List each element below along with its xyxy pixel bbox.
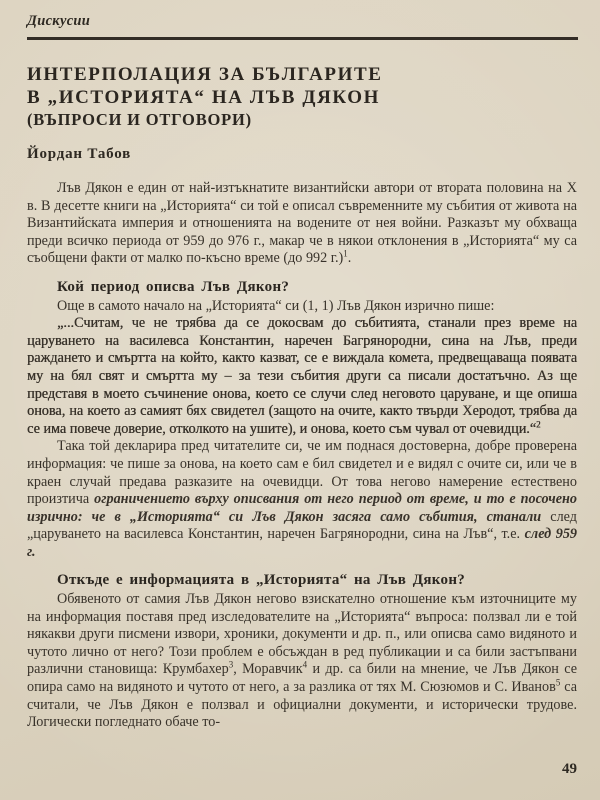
section-heading: Откъде е информацията в „Историята“ на Лъв Дякон? bbox=[57, 572, 466, 589]
running-header bbox=[27, 12, 578, 40]
title-line-1: ИНТЕРПОЛАЦИЯ ЗА БЪЛГАРИТЕ bbox=[27, 64, 383, 85]
body-text: Така той декларира пред читателите си, че им поднася достоверна, добре проверена информация: че пише за онова, на което сам е бил свидетел и е видял с очите си, или че в краен случай предава разказите на очевидци. От това негово намерение естествено произтича bbox=[27, 438, 577, 508]
author-name: Йордан Табов bbox=[27, 146, 132, 162]
paragraph bbox=[27, 298, 577, 316]
emphasis-text: след 959 г. bbox=[27, 526, 578, 560]
body-text: Лъв Дякон е един от най-изтъкнатите византийски автори от втората половина на X в. В десетте книги на „Историята“ си той е описал съвременните му събития от живота на Византийската империя и отношенията на водените от нея войни. Разказът му обхваща преди всичко периода от 959 до 976 г., макар че в някои отклонения в „Историята“ му са съобщени факти от малко по-късно време (до 992 г.) bbox=[27, 180, 577, 267]
block-quote bbox=[27, 315, 577, 438]
emphasis-text: ограничението върху описвания от него период от време, и то е посочено изрично: че в „Историята“ си Лъв Дякон засяга само събития, станали bbox=[27, 491, 577, 525]
article-body bbox=[27, 180, 577, 732]
body-text: Още в самото начало на „Историята“ си (1, 1) Лъв Дякон изрично пише: bbox=[57, 297, 495, 314]
paragraph bbox=[27, 591, 577, 732]
body-text: след „царуването на василевса Константин, наречен Багрянородни, сина на Лъв“, т.е. bbox=[27, 508, 577, 543]
paragraph bbox=[27, 180, 577, 268]
footnote-reference: 1 bbox=[343, 248, 348, 259]
article-title bbox=[27, 63, 577, 130]
paragraph bbox=[27, 438, 577, 561]
body-text: „...Считам, че не трябва да се докосвам до събитията, станали през време на царуването на василевса Константин, наречен Багрянородни, сина на Лъв, преди раждането и смъртта на който, както казват, се е виждала комета, предвещаваща появата му на бял свят и смъртта му – за тези събития други са писали достатъчно. Аз ще представя в моето съчинение онова, което се случи след неговото царуване, и ще опиша онова, на което аз самият бях свидетел (защото на очите, както твърди Херодот, трябва да се има повече доверие, отколкото на ушите), и онова, което съм чувал от очевидци.“ bbox=[27, 315, 577, 437]
title-line-2: В „ИСТОРИЯТА“ НА ЛЪВ ДЯКОН bbox=[27, 87, 381, 108]
footnote-reference: 5 bbox=[555, 677, 561, 688]
body-text: Обявеното от самия Лъв Дякон негово взискателно отношение към източниците му на информация поставя пред изследователите на „Историята“ въпроса: ползвал ли е той някакви други писмени извори, хроники, документи и др. п., или описва само видяното и чутото лично от него? Този проблем е обсъждан в ред публикации и са били застъпвани различни становища: Крумбахер bbox=[27, 591, 577, 678]
body-text: . bbox=[347, 250, 352, 267]
body-text: , Моравчик bbox=[233, 661, 303, 678]
footnote-reference: 4 bbox=[302, 659, 308, 670]
section-label: Дискусии bbox=[27, 13, 91, 29]
section-heading: Кой период описва Лъв Дякон? bbox=[57, 278, 290, 295]
body-text: и др. са били на мнение, че Лъв Дякон се опира само на видяното и чутото от него, а за разлика от тях М. Сюзюмов и С. Иванов bbox=[27, 661, 577, 696]
footnote-reference: 3 bbox=[228, 659, 234, 670]
body-text: са считали, че Лъв Дякон е ползвал и официални документи, и исторически трудове. Логически погледнато обаче то- bbox=[27, 679, 577, 731]
title-line-3: (ВЪПРОСИ И ОТГОВОРИ) bbox=[27, 110, 252, 129]
page-number: 49 bbox=[562, 761, 577, 777]
footnote-reference: 2 bbox=[536, 418, 541, 429]
